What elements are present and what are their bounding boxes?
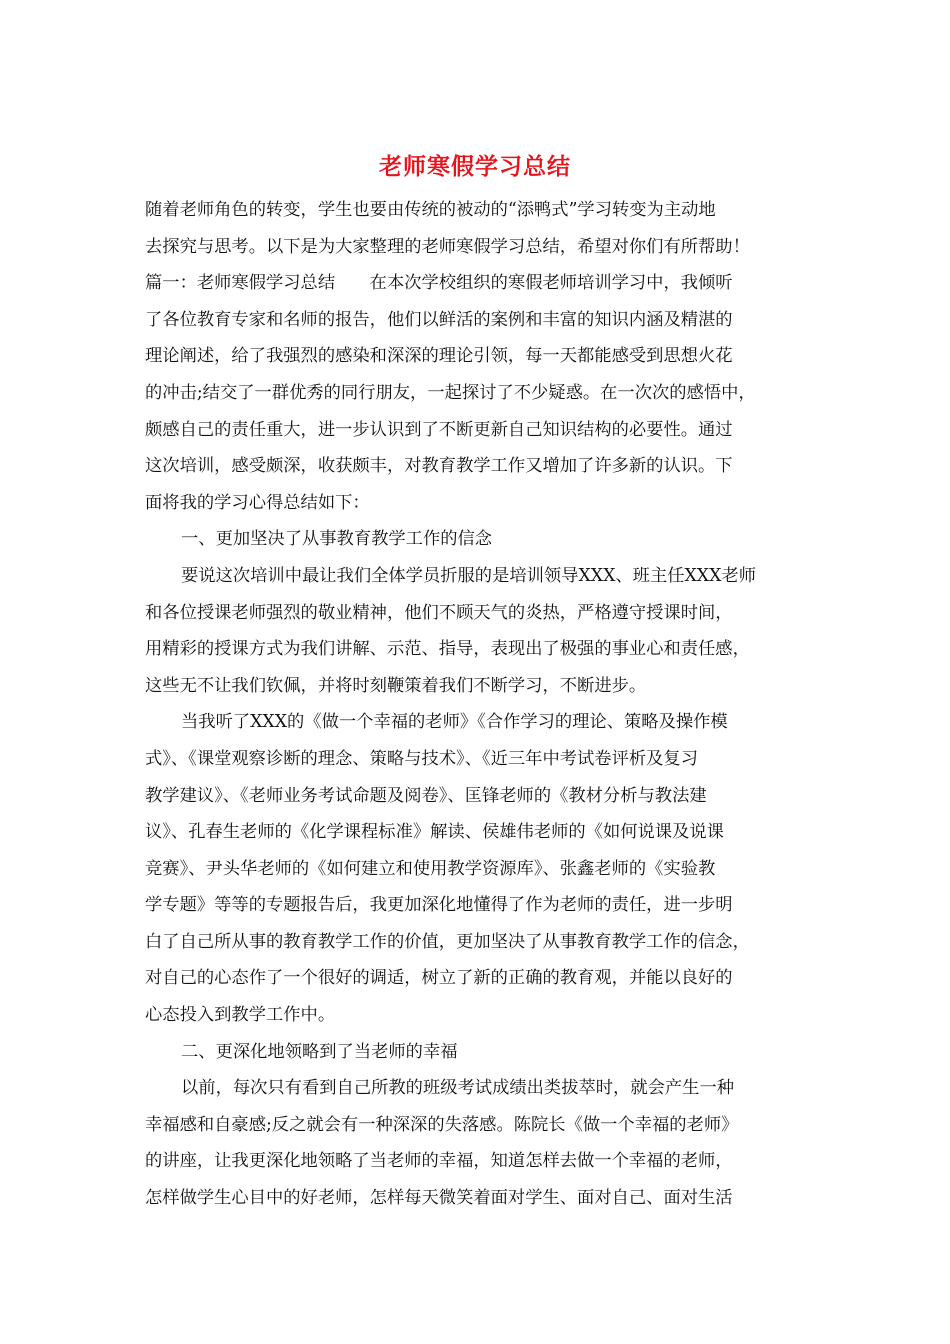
text-line: 怎样做学生心目中的好老师，怎样每天微笑着面对学生、面对自己、面对生活 — [145, 1188, 733, 1209]
text-line: 的冲击;结交了一群优秀的同行朋友，一起探讨了不少疑惑。在一次次的感悟中， — [145, 382, 756, 403]
text-line: 颇感自己的责任重大，进一步认识到了不断更新自己知识结构的必要性。通过 — [145, 419, 733, 440]
text-line: 这些无不让我们钦佩，并将时刻鞭策着我们不断学习，不断进步。 — [145, 675, 647, 696]
text-line: 的讲座，让我更深化地领略了当老师的幸福，知道怎样去做一个幸福的老师， — [145, 1151, 733, 1172]
text-line: 式》、《课堂观察诊断的理念、策略与技术》、《近三年中考试卷评析及复习 — [145, 748, 698, 769]
text-line: 用精彩的授课方式为我们讲解、示范、指导，表现出了极强的事业心和责任感， — [145, 639, 750, 660]
text-line: 了各位教育专家和名师的报告，他们以鲜活的案例和丰富的知识内涵及精湛的 — [145, 309, 733, 330]
text-line: 以前，每次只有看到自己所教的班级考试成绩出类拔萃时，就会产生一种 — [181, 1078, 735, 1099]
text-line: 这次培训，感受颇深，收获颇丰，对教育教学工作又增加了许多新的认识。下 — [145, 456, 733, 477]
text-line: 议》、孔春生老师的《化学课程标准》解读、侯雄伟老师的《如何说课及说课 — [145, 822, 724, 843]
text-line: 理论阐述，给了我强烈的感染和深深的理论引领，每一天都能感受到思想火花 — [145, 346, 733, 367]
text-line: 去探究与思考。以下是为大家整理的老师寒假学习总结，希望对你们有所帮助！ — [145, 236, 750, 257]
text-line: 面将我的学习心得总结如下： — [145, 492, 370, 513]
text-line: 心态投入到教学工作中。 — [145, 1005, 336, 1026]
text-line: 教学建议》、《老师业务考试命题及阅卷》、匡锋老师的《教材分析与教法建 — [145, 785, 707, 806]
text-line: 白了自己所从事的教育教学工作的价值，更加坚决了从事教育教学工作的信念， — [145, 931, 750, 952]
document-title: 老师寒假学习总结 — [379, 153, 571, 180]
text-line: 竞赛》、尹头华老师的《如何建立和使用教学资源库》、张鑫老师的《实验教 — [145, 858, 716, 879]
text-line: 和各位授课老师强烈的敬业精神，他们不顾天气的炎热，严格遵守授课时间， — [145, 602, 733, 623]
section-heading: 二、更深化地领略到了当老师的幸福 — [181, 1041, 458, 1062]
text-line: 学专题》等等的专题报告后，我更加深化地懂得了作为老师的责任，进一步明 — [145, 895, 733, 916]
section-heading: 一、更加坚决了从事教育教学工作的信念 — [181, 529, 493, 550]
text-line: 随着老师角色的转变，学生也要由传统的被动的“添鸭式”学习转变为主动地 — [145, 200, 716, 220]
text-line: 幸福感和自豪感;反之就会有一种深深的失落感。陈院长《做一个幸福的老师》 — [145, 1114, 739, 1135]
document-body — [145, 192, 825, 1217]
text-line: 篇一：老师寒假学习总结 在本次学校组织的寒假老师培训学习中，我倾听 — [145, 273, 733, 294]
text-line: 当我听了XXX的《做一个幸福的老师》《合作学习的理论、策略及操作模 — [181, 712, 728, 733]
text-line: 要说这次培训中最让我们全体学员折服的是培训领导XXX、班主任XXX老师 — [181, 565, 756, 586]
text-line: 对自己的心态作了一个很好的调适，树立了新的正确的教育观，并能以良好的 — [145, 968, 733, 989]
